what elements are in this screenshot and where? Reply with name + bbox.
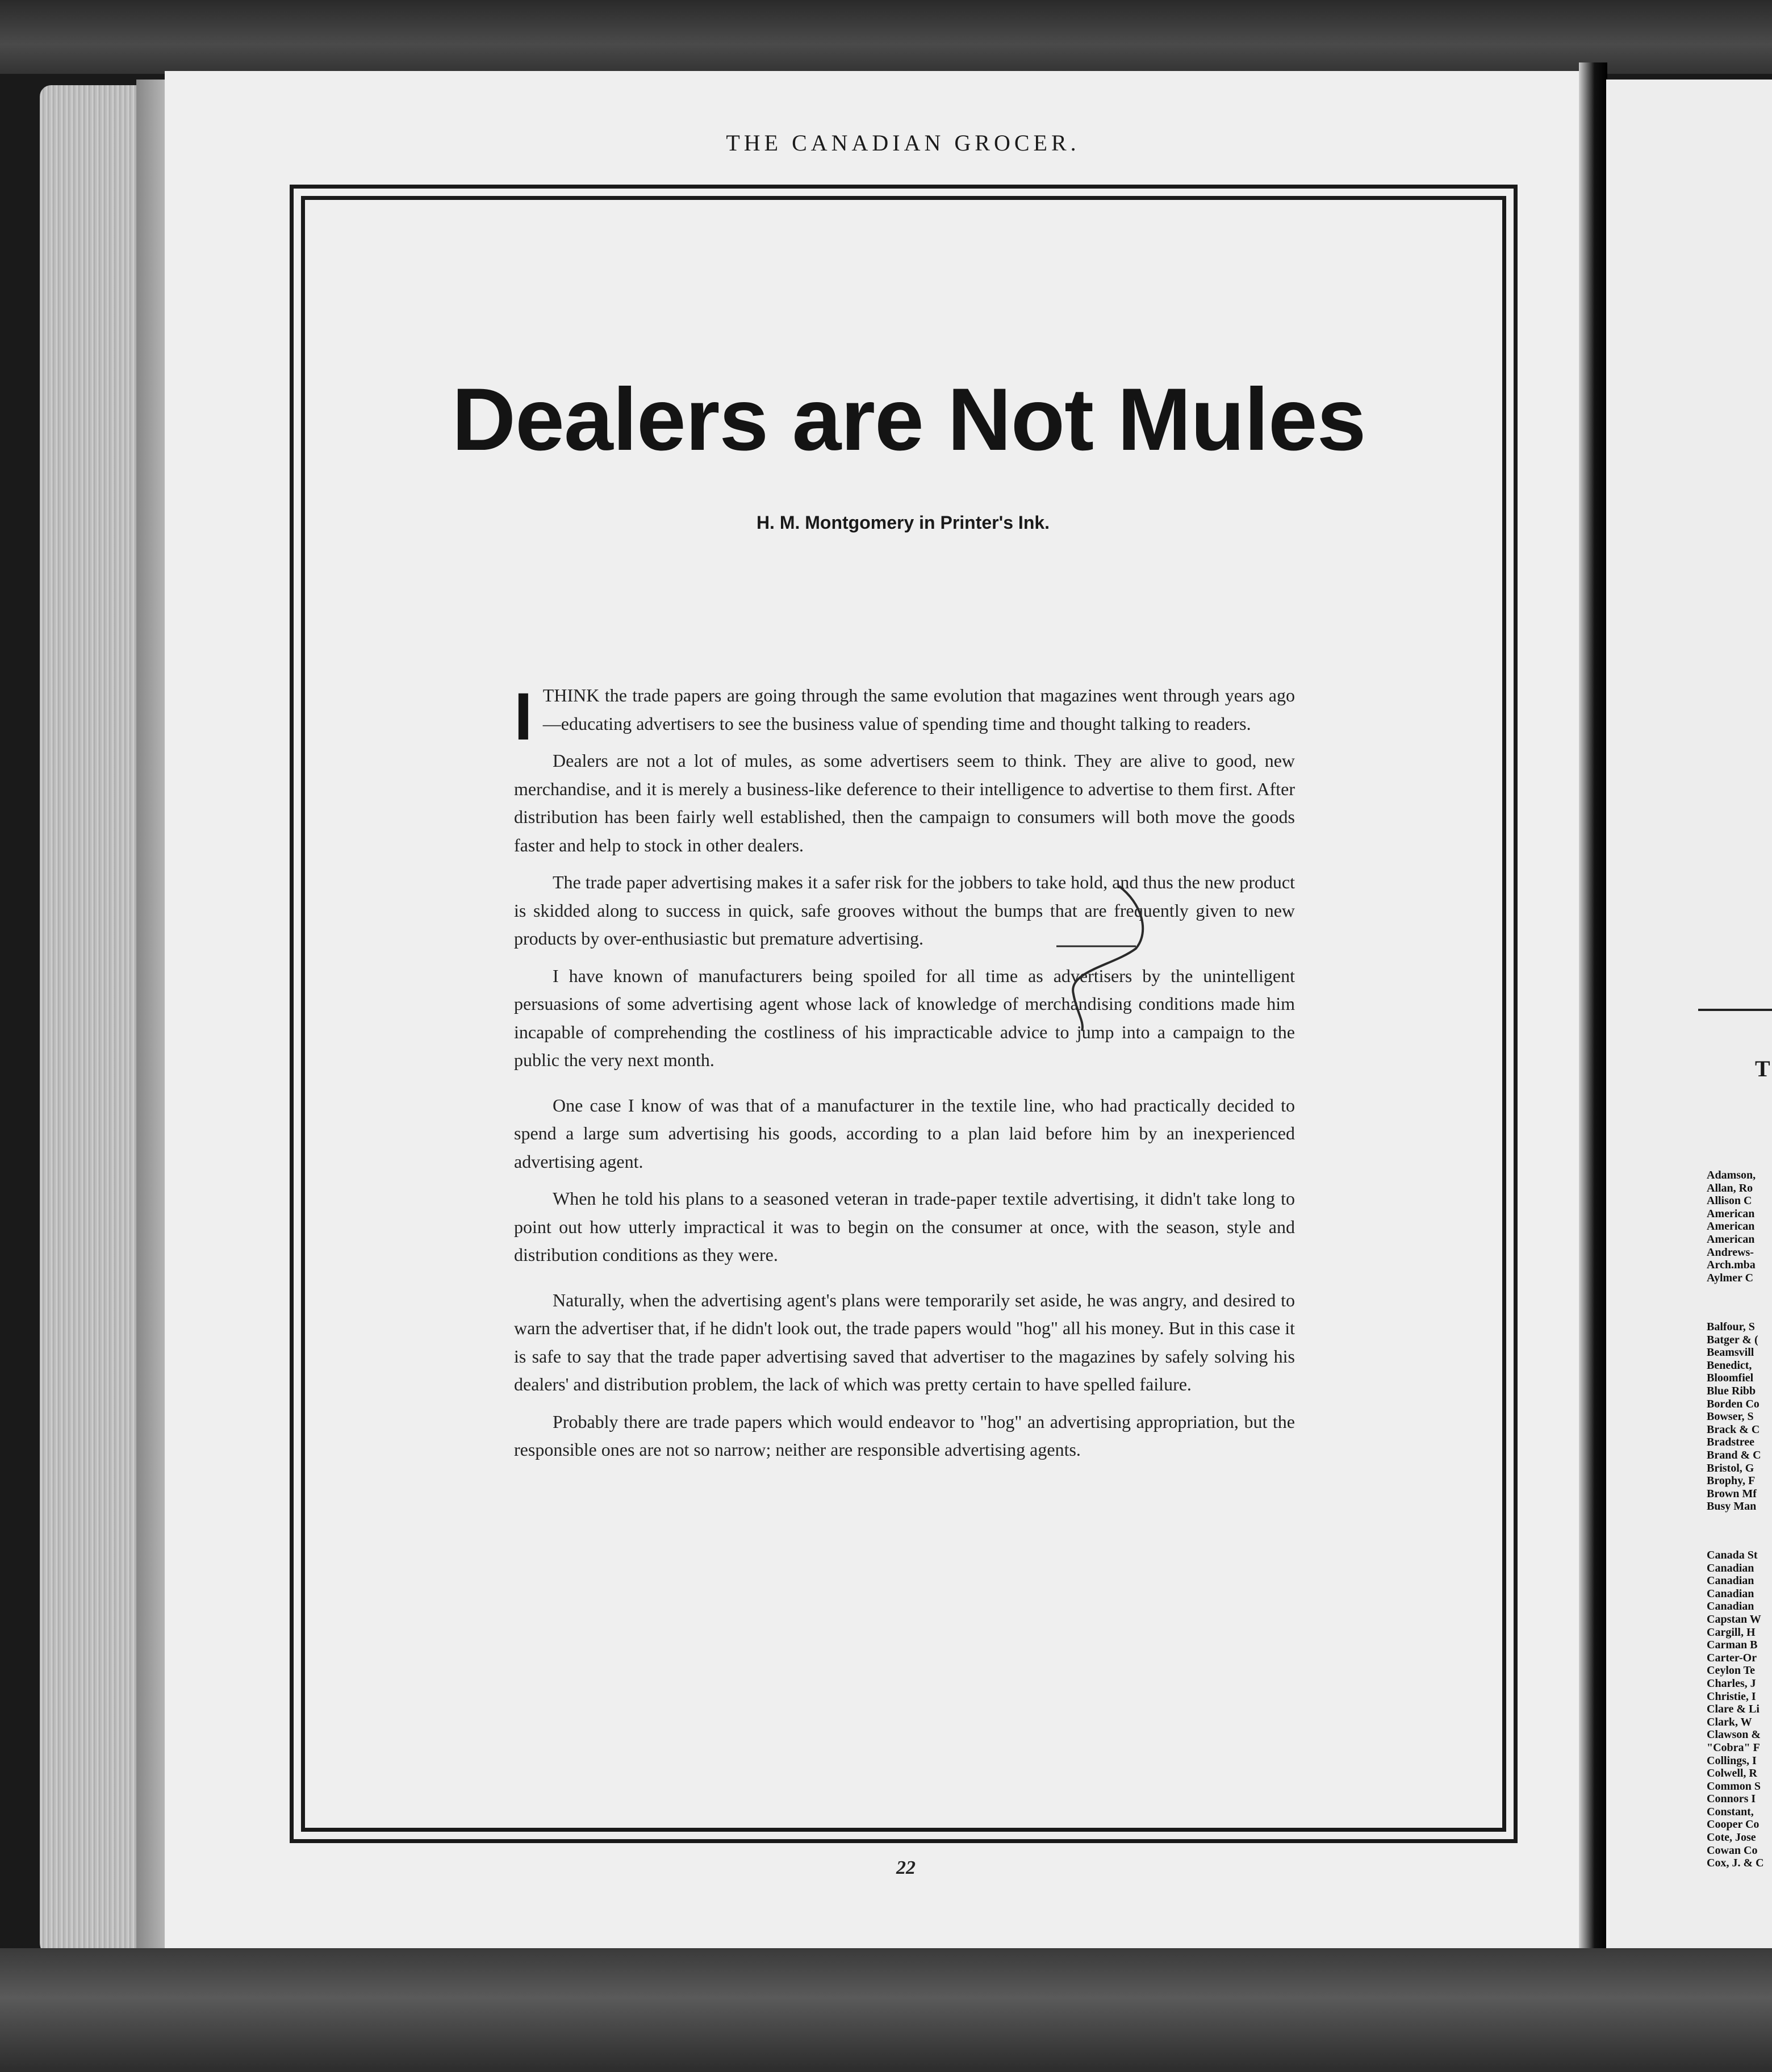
index-entry: Canada St <box>1707 1549 1758 1561</box>
article-paragraph: Probably there are trade papers which would endeavor to "hog" an advertising appropriation, but the responsible ones are not so narrow; neither are responsible advertising agents. <box>514 1411 1295 1460</box>
article-byline: H. M. Montgomery in Printer's Ink. <box>756 512 1050 533</box>
index-entry: Bowser, S <box>1707 1410 1754 1423</box>
index-entry: Canadian <box>1707 1574 1754 1588</box>
facing-page-index-group-a <box>1707 1169 1772 1284</box>
article-paragraph: When he told his plans to a seasoned veteran in trade-paper textile advertising, it didn't take long to point out how utterly impractical it was to begin on the consumer at once, with the season, style and distribution conditions as they were. <box>514 1188 1295 1265</box>
index-entry: Bradstree <box>1707 1436 1755 1449</box>
index-entry: American <box>1707 1220 1755 1233</box>
index-entry: Batger & ( <box>1707 1333 1758 1346</box>
facing-page-rule <box>1698 1009 1772 1011</box>
index-entry: Andrews- <box>1707 1246 1754 1259</box>
index-entry: Blue Ribb <box>1707 1384 1756 1397</box>
article-paragraph: The trade paper advertising makes it a safer risk for the jobbers to take hold, and thus the new product is skidded along to success in quick, safe grooves without the bumps that are frequently given to new products by over-enthusiastic but premature advertising. <box>514 872 1295 949</box>
book-gutter <box>1579 62 1607 1960</box>
index-entry: Charles, J <box>1707 1677 1756 1690</box>
index-entry: Allan, Ro <box>1707 1181 1753 1194</box>
index-entry: Benedict, <box>1707 1359 1752 1372</box>
index-entry: Balfour, S <box>1707 1321 1755 1333</box>
article-paragraph: Naturally, when the advertising agent's plans were temporarily set aside, he was angry, and desired to warn the advertiser that, if he didn't look out, the trade papers would "hog" all his money. But in this case it is safe to say that the trade paper advertising saved that advertiser to the magazines by safely solving his dealers' and distribution problem, the lack of which was pretty certain to have spelled failure. <box>514 1289 1295 1394</box>
index-entry: Allison C <box>1707 1194 1752 1208</box>
index-entry: Cox, J. & C <box>1707 1857 1764 1870</box>
index-entry: Busy Man <box>1707 1500 1757 1513</box>
index-entry: Carter-Or <box>1707 1651 1757 1664</box>
index-entry: Bristol, G <box>1707 1461 1754 1474</box>
index-entry: Carman B <box>1707 1639 1758 1652</box>
index-entry: Canadian <box>1707 1561 1754 1574</box>
index-entry: Aylmer C <box>1707 1271 1754 1284</box>
index-entry: Cowan Co <box>1707 1844 1758 1857</box>
index-entry: Common S <box>1707 1779 1761 1793</box>
index-entry: Brown Mf <box>1707 1487 1757 1500</box>
index-entry: Clare & Li <box>1707 1703 1760 1716</box>
index-entry: Beamsvill <box>1707 1346 1754 1359</box>
index-entry: Cote, Jose <box>1707 1831 1756 1844</box>
index-entry: Constant, <box>1707 1805 1754 1818</box>
pencil-annotation <box>1051 880 1164 1034</box>
index-entry: Clark, W <box>1707 1715 1752 1728</box>
index-entry: Cargill, H <box>1707 1626 1756 1639</box>
index-entry: Canadian <box>1707 1587 1754 1600</box>
index-entry: Capstan W <box>1707 1613 1761 1626</box>
article-paragraph: I have known of manufacturers being spoiled for all time as advertisers by the unintelligent persuasions of some advertising agent whose lack of knowledge of merchandising conditions made him incapable of comprehending the costliness of his impracticable advice to jump into a campaign to the public the very next month. <box>514 965 1295 1070</box>
index-entry: Collings, I <box>1707 1754 1757 1767</box>
scanner-background-top <box>0 0 1772 74</box>
facing-page-index-group-b <box>1707 1321 1772 1513</box>
page-number: 22 <box>896 1857 916 1878</box>
index-entry: Adamson, <box>1707 1169 1756 1181</box>
index-entry: Cooper Co <box>1707 1818 1760 1831</box>
article-body <box>514 679 1295 1473</box>
article-title: Dealers are Not Mules <box>452 370 1366 469</box>
index-entry: Canadian <box>1707 1600 1754 1613</box>
article-paragraph: One case I know of was that of a manufacturer in the textile line, who had practically decided to spend a large sum advertising his goods, according to a plan laid before him by an inexperienced advertising agent. <box>514 1095 1295 1172</box>
index-entry: Arch.mba <box>1707 1259 1756 1272</box>
index-entry: Connors I <box>1707 1793 1756 1806</box>
facing-page-letter: T <box>1755 1056 1770 1081</box>
index-entry: Colwell, R <box>1707 1767 1757 1780</box>
index-entry: Brand & C <box>1707 1448 1761 1461</box>
index-entry: "Cobra" F <box>1707 1741 1760 1754</box>
index-entry: Ceylon Te <box>1707 1664 1756 1677</box>
running-head: THE CANADIAN GROCER. <box>726 130 1080 156</box>
index-entry: American <box>1707 1233 1755 1246</box>
drop-cap: I <box>514 679 533 754</box>
index-entry: Borden Co <box>1707 1397 1760 1410</box>
index-entry: Brophy, F <box>1707 1474 1756 1488</box>
article-paragraph: ITHINK the trade papers are going through the same evolution that magazines went through years ago—educating advertisers to see the business value of spending time and thought talking to readers. <box>514 679 1295 754</box>
index-entry: Bloomfiel <box>1707 1372 1754 1385</box>
index-entry: Clawson & <box>1707 1728 1761 1741</box>
index-entry: American <box>1707 1207 1755 1220</box>
scanner-background-bottom <box>0 1948 1772 2072</box>
facing-page-index-group-c <box>1707 1549 1772 1870</box>
article-paragraph: Dealers are not a lot of mules, as some advertisers seem to think. They are alive to good, new merchandise, and it is merely a business-like deference to their intelligence to advertise to them first. After distribution has been fairly well established, then the campaign to consumers will both move the goods faster and help to stock in other dealers. <box>514 750 1295 855</box>
index-entry: Christie, I <box>1707 1690 1756 1703</box>
index-entry: Brack & C <box>1707 1423 1760 1436</box>
